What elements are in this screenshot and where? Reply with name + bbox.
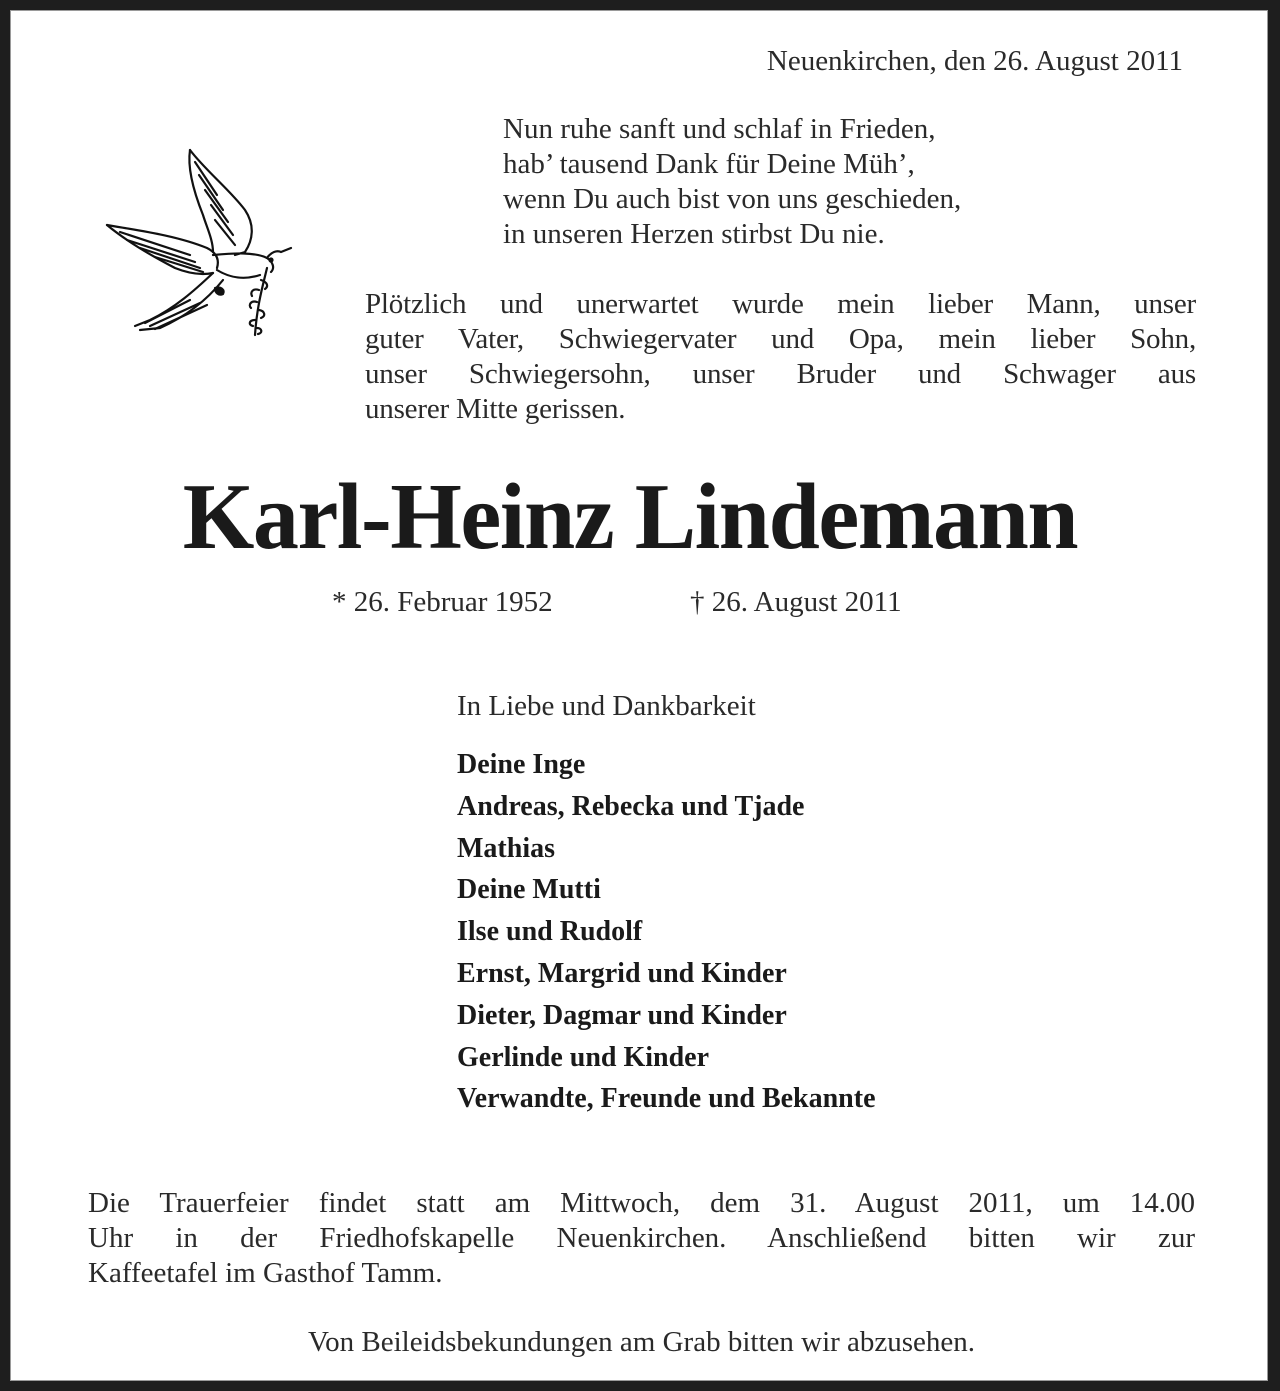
announcement-line: unserer Mitte gerissen. [365, 393, 626, 425]
birth-date: * 26. Februar 1952 [332, 586, 553, 618]
funeral-line: Kaffeetafel im Gasthof Tamm. [88, 1257, 443, 1289]
deceased-name: Karl-Heinz Lindemann [182, 465, 1078, 569]
obituary-notice [10, 10, 1268, 1381]
mourner: Verwandte, Freunde und Bekannte [457, 1083, 876, 1115]
poem-line: Nun ruhe sanft und schlaf in Frieden, [503, 113, 936, 145]
mourners-list [457, 744, 876, 1120]
funeral-line: Die Trauerfeier findet statt am Mittwoch, dem 31. August 2011, um 14.00 [88, 1187, 1195, 1219]
announcement-line: guter Vater, Schwiegervater und Opa, mein lieber Sohn, [365, 323, 1196, 355]
place-and-date: Neuenkirchen, den 26. August 2011 [766, 45, 1183, 77]
mourner: Ilse und Rudolf [457, 916, 643, 948]
thanks-line: In Liebe und Dankbarkeit [457, 690, 756, 722]
poem-line: wenn Du auch bist von uns geschieden, [503, 183, 962, 215]
funeral-details [88, 1186, 1195, 1291]
death-date: † 26. August 2011 [690, 586, 902, 618]
mourner: Mathias [457, 832, 555, 864]
poem-line: in unseren Herzen stirbst Du nie. [503, 218, 885, 250]
announcement-line: Plötzlich und unerwartet wurde mein lieber Mann, unser [365, 288, 1196, 320]
mourner: Deine Mutti [457, 874, 601, 906]
announcement-paragraph [365, 287, 1196, 427]
mourner: Gerlinde und Kinder [457, 1041, 710, 1073]
mourner: Andreas, Rebecka und Tjade [457, 790, 805, 822]
poem-line: hab’ tausend Dank für Deine Müh’, [503, 148, 915, 180]
dove-with-olive-branch-icon [95, 140, 305, 345]
mourner: Dieter, Dagmar und Kinder [457, 999, 787, 1031]
funeral-line: Uhr in der Friedhofskapelle Neuenkirchen. Anschließend bitten wir zur [88, 1222, 1195, 1254]
announcement-line: unser Schwiegersohn, unser Bruder und Schwager aus [365, 358, 1196, 390]
closing-note: Von Beileidsbekundungen am Grab bitten wir abzusehen. [307, 1326, 976, 1358]
poem-verse [503, 112, 961, 252]
mourner: Deine Inge [457, 749, 586, 780]
mourner: Ernst, Margrid und Kinder [457, 957, 787, 989]
